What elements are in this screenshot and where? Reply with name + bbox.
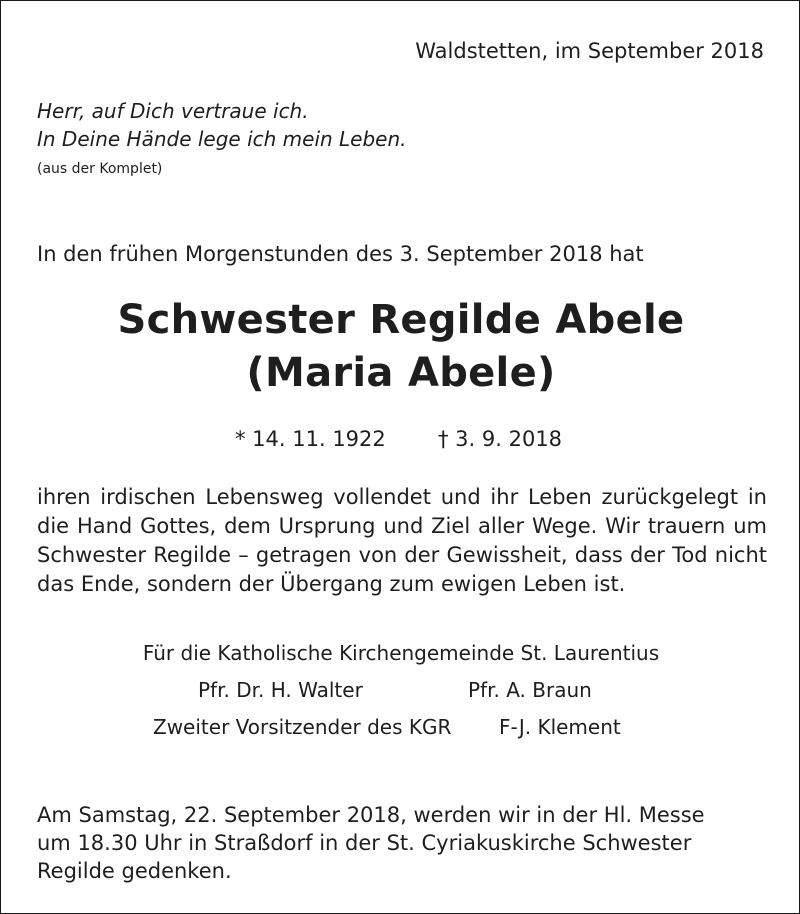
death-date: † 3. 9. 2018: [438, 427, 563, 451]
motto-line-2: In Deine Hände lege ich mein Leben.: [37, 127, 407, 151]
signature-pastor-braun: Pfr. A. Braun: [468, 678, 592, 702]
motto-source: (aus der Komplet): [37, 161, 163, 177]
birth-date: * 14. 11. 1922: [235, 427, 386, 451]
closing-line-3: Regilde gedenken.: [37, 859, 232, 883]
signature-pastor-walter: Pfr. Dr. H. Walter: [198, 678, 363, 702]
motto-line-1: Herr, auf Dich vertraue ich.: [37, 99, 309, 123]
signature-role: Zweiter Vorsitzender des KGR: [153, 715, 452, 739]
place-date: Waldstetten, im September 2018: [415, 39, 764, 63]
body-text: ihren irdischen Lebensweg vollendet und ihr Leben zurückgelegt in die Hand Gottes, dem Ursprung und Ziel aller Wege. Wir trauern um Schwester Regilde – getragen von der Gewissheit, dass der Tod nicht das Ende, sondern der Übergang zum ewigen Leben ist.: [37, 485, 767, 596]
deceased-civil-name: (Maria Abele): [246, 350, 556, 396]
intro-text: In den frühen Morgenstunden des 3. September 2018 hat: [37, 242, 644, 266]
closing-text: [37, 801, 767, 885]
signature-role-name: F-J. Klement: [499, 715, 621, 739]
closing-line-2: um 18.30 Uhr in Straßdorf in der St. Cyriakuskirche Schwester: [37, 831, 692, 855]
signature-organization: Für die Katholische Kirchengemeinde St. Laurentius: [142, 641, 660, 665]
deceased-name: Schwester Regilde Abele: [117, 297, 685, 343]
closing-line-1: Am Samstag, 22. September 2018, werden wir in der Hl. Messe: [37, 803, 705, 827]
